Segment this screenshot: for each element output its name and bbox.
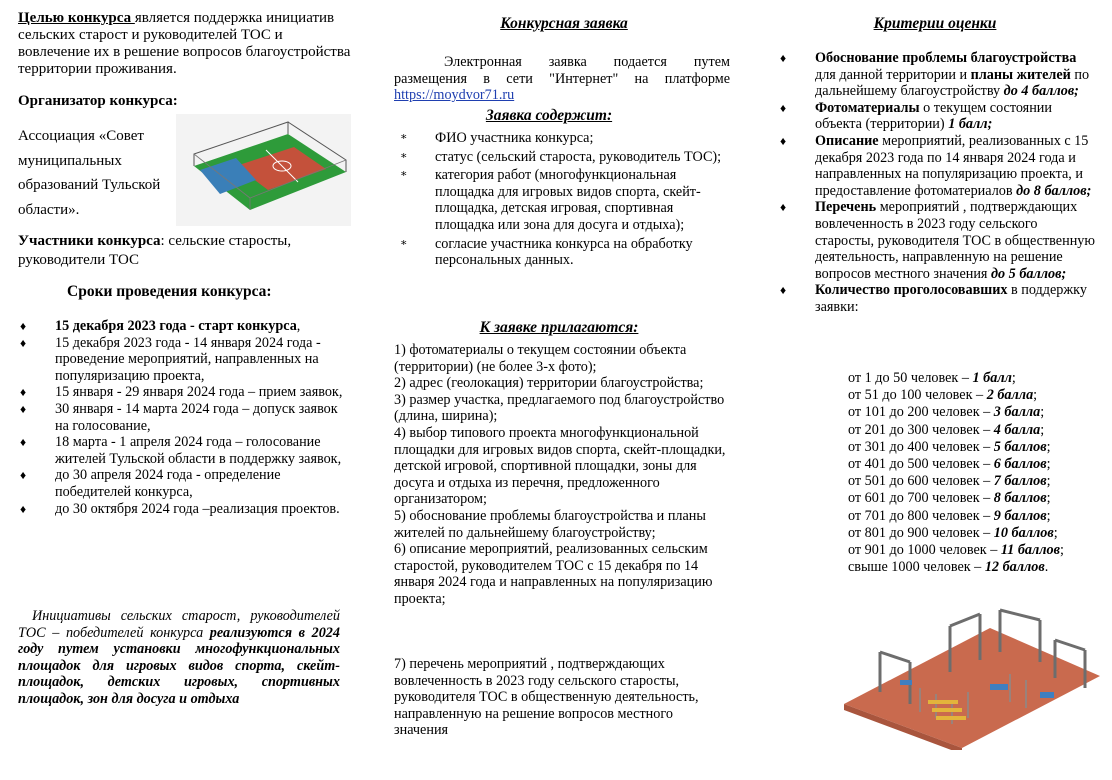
attachment-item-7: 7) перечень мероприятий , подтверждающих вовлеченность в 2023 году сельского старосты, руководителя ТОС в общественную деятельность, направленную на решение вопросов местного значения: [394, 656, 699, 739]
contains-heading: Заявка содержит:: [485, 107, 613, 124]
dates-list-item: ♦ до 30 апреля 2024 года - определение победителей конкурса,: [18, 467, 353, 500]
dates-list-item: ♦ 15 декабря 2023 года - 14 января 2024 года - проведение мероприятий, направленных на популяризацию проекта,: [18, 335, 353, 385]
scale-row: от 1 до 50 человек – 1 балл;: [848, 370, 1016, 386]
application-heading: Конкурсная заявка: [500, 15, 628, 32]
attachment-item: 5) обоснование проблемы благоустройства и планы жителей по дальнейшему благоустройству;: [394, 507, 706, 541]
attachment-item: 4) выбор типового проекта многофункциональной площадки для игровых видов спорта, скейт-площадки, детской игровой, спортивной площадки, зоны для досуга и отдыха из перечня, предложенного организатором;: [394, 424, 726, 508]
dates-list: [18, 318, 353, 517]
scale-row: от 301 до 400 человек – 5 баллов;: [848, 438, 1051, 455]
scale-row: от 51 до 100 человек – 2 балла;: [848, 387, 1038, 404]
dates-list-item: ♦ 30 января - 14 марта 2024 года – допуск заявок на голосование,: [18, 401, 353, 434]
criteria-heading: Критерии оценки: [873, 15, 997, 32]
scale-row: от 101 до 200 человек – 3 балла;: [848, 404, 1045, 421]
contains-list-item: ∗ ФИО участника конкурса;: [394, 130, 729, 147]
dates-list-item: ♦ до 30 октября 2024 года –реализация проектов.: [18, 501, 353, 518]
dates-heading: Сроки проведения конкурса:: [67, 283, 272, 300]
scale-row: от 201 до 300 человек – 4 балла;: [848, 421, 1045, 438]
application-intro: Электронная заявка подается путем размещения в сети "Интернет" на платформе https://moydvor71.ru: [394, 54, 730, 104]
contains-list-item: ∗ статус (сельский староста, руководитель ТОС);: [394, 149, 729, 166]
criteria-item-photos: ♦ Фотоматериалы о текущем состоянии объекта (территории) 1 балл;: [780, 100, 1100, 133]
participants-paragraph: [18, 232, 353, 270]
attachments-heading: К заявке прилагаются:: [479, 319, 639, 336]
scale-row: от 601 до 700 человек – 8 баллов;: [848, 490, 1051, 507]
goal-text: является поддержка инициатив сельских старост и руководителей ТОС и вовлечение их в решение вопросов благоустройства территории проживания.: [18, 10, 351, 77]
scale-row: от 401 до 500 человек – 6 баллов;: [848, 456, 1051, 473]
dates-list-item: ♦ 15 января - 29 января 2024 года – прием заявок,: [18, 384, 353, 401]
criteria-item-votes: ♦ Количество проголосовавших в поддержку заявки:: [780, 282, 1100, 315]
contains-list-item: ∗ категория работ (многофункциональная площадка для игровых видов спорта, скейт-площадка, детская игровая, спортивная площадка или зона для досуга и отдыха);: [394, 167, 729, 233]
contains-list: [394, 130, 729, 271]
participants-lead: Участники конкурса: [18, 233, 161, 249]
dates-list-item: ♦ 15 декабря 2023 года - старт конкурса,: [18, 318, 353, 335]
scale-row: свыше 1000 человек – 12 баллов.: [848, 559, 1049, 576]
goal-lead: Целью конкурса: [18, 10, 135, 26]
participants-text: : сельские старосты, руководители ТОС: [18, 233, 292, 268]
attachments-list: [394, 342, 730, 608]
criteria-item-events: ♦ Перечень мероприятий , подтверждающих вовлеченность в 2023 году сельского старосты, руководителя ТОС в общественную деятельность, направленную на решение вопросов местного значения до 5 баллов;: [780, 199, 1100, 282]
closing-bold: реализуются в 2024 году путем установки многофункциональных площадок для игровых видов спорта, скейт-площадок, детских игровых, спортивных площадок, зон для досуга и отдыха: [18, 624, 340, 707]
organizer-text: Ассоциация «Совет муниципальных образований Тульской области».: [18, 128, 161, 218]
sports-court-image: [176, 114, 351, 226]
platform-link[interactable]: https://moydvor71.ru: [394, 87, 515, 104]
attachment-item: 3) размер участка, предлагаемого под благоустройство (длина, ширина);: [394, 391, 725, 425]
criteria-item-problem: ♦ Обоснование проблемы благоустройства для данной территории и планы жителей по дальнейшему благоустройству до 4 баллов;: [780, 50, 1100, 100]
scale-row: от 901 до 1000 человек – 11 баллов;: [848, 542, 1064, 559]
organizer-heading: Организатор конкурса:: [18, 93, 178, 109]
attachment-item: 1) фотоматериалы о текущем состоянии объекта (территории) (не более 3-х фото);: [394, 342, 687, 375]
contains-list-item: ∗ согласие участника конкурса на обработку персональных данных.: [394, 236, 729, 269]
closing-italic: Инициативы сельских старост, руководителей ТОС – победителей конкурса: [18, 608, 340, 641]
criteria-list: [780, 50, 1100, 316]
goal-paragraph: [18, 10, 353, 78]
attachment-item: 6) описание мероприятий, реализованных сельским старостой, руководителем ТОС с 15 декабря по 14 января 2024 года и направленных на популяризацию проекта;: [394, 541, 713, 607]
attachment-item: 2) адрес (геолокация) территории благоустройства;: [394, 375, 704, 392]
scale-row: от 501 до 600 человек – 7 баллов;: [848, 473, 1051, 490]
workout-playground-image: [840, 592, 1102, 750]
votes-scale: [848, 370, 1064, 576]
closing-paragraph: [18, 608, 340, 708]
scale-row: от 701 до 800 человек – 9 баллов;: [848, 507, 1051, 524]
scale-row: от 801 до 900 человек – 10 баллов;: [848, 524, 1058, 541]
dates-list-item: ♦ 18 марта - 1 апреля 2024 года – голосование жителей Тульской области в поддержку заявок,: [18, 434, 353, 467]
criteria-item-description: ♦ Описание мероприятий, реализованных с 15 декабря 2023 года по 14 января 2024 года и направленных на популяризацию проекта, и предоставление фотоматериалов до 8 баллов;: [780, 133, 1100, 199]
